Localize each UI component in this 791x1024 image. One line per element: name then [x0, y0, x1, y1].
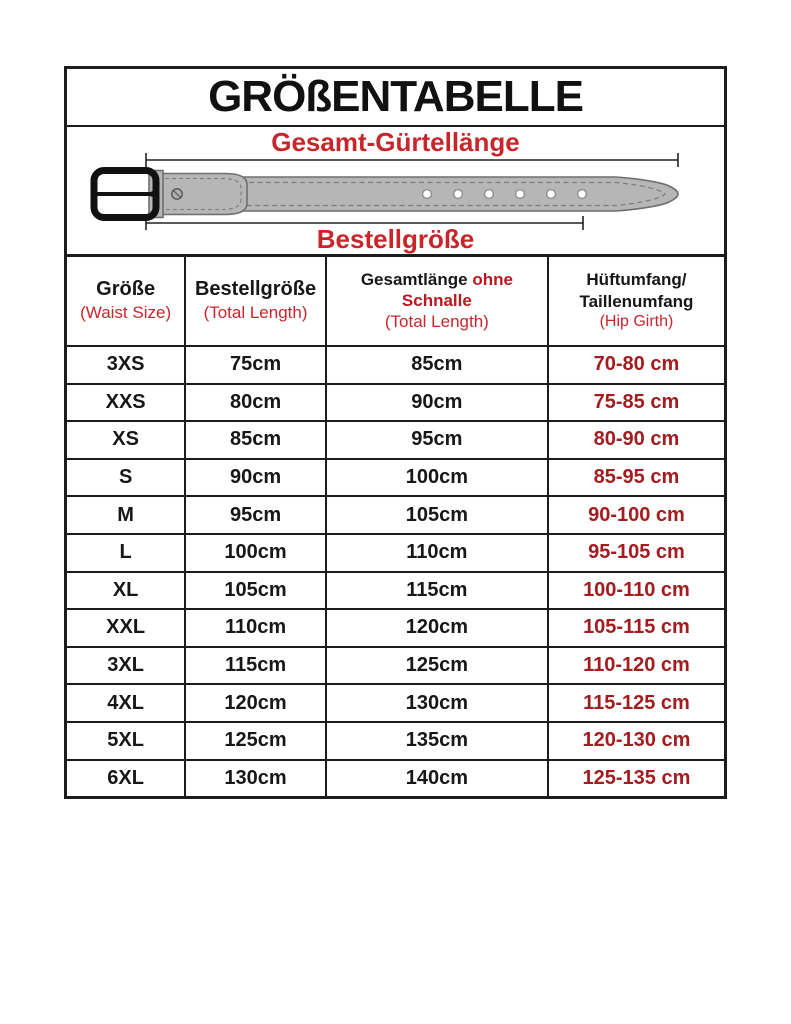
total-length-cell: 100cm [326, 459, 548, 497]
order-size-cell: 115cm [185, 647, 326, 685]
table-row [67, 572, 724, 610]
header-total-length [326, 257, 548, 346]
total-length-cell: 135cm [326, 722, 548, 760]
hip-girth-cell: 125-135 cm [548, 760, 724, 797]
total-length-cell: 140cm [326, 760, 548, 797]
hip-girth-cell: 90-100 cm [548, 496, 724, 534]
header-hip-girth-line1: Hüftumfang/ [586, 270, 687, 290]
header-size-main: Größe [96, 278, 156, 301]
total-length-cell: 115cm [326, 572, 548, 610]
header-total-length-main: Gesamtlänge ohne Schnalle [360, 269, 513, 310]
order-size-cell: 105cm [185, 572, 326, 610]
header-ohne-schnalle: ohne Schnalle [401, 269, 513, 310]
header-order-size-sub: (Total Length) [203, 303, 308, 323]
size-table-body [67, 346, 724, 796]
header-total-length-sub: (Total Length) [384, 312, 489, 332]
hip-girth-cell: 100-110 cm [548, 572, 724, 610]
order-size-cell: 85cm [185, 421, 326, 459]
header-hip-girth-sub: (Hip Girth) [599, 312, 674, 330]
hip-girth-cell: 75-85 cm [548, 384, 724, 422]
size-cell: S [67, 459, 185, 497]
order-size-cell: 100cm [185, 534, 326, 572]
table-row [67, 496, 724, 534]
header-size [67, 257, 185, 346]
header-order-size [185, 257, 326, 346]
header-size-sub: (Waist Size) [80, 303, 172, 323]
table-row [67, 647, 724, 685]
size-chart-frame [64, 66, 727, 799]
total-belt-length-label: Gesamt-Gürtellänge [271, 127, 520, 157]
order-size-cell: 75cm [185, 346, 326, 384]
order-size-label: Bestellgröße [316, 224, 475, 254]
order-size-cell: 125cm [185, 722, 326, 760]
size-cell: M [67, 496, 185, 534]
size-table [67, 257, 724, 796]
size-cell: 5XL [67, 722, 185, 760]
total-length-cell: 95cm [326, 421, 548, 459]
size-cell: 6XL [67, 760, 185, 797]
table-row [67, 459, 724, 497]
total-length-cell: 110cm [326, 534, 548, 572]
header-hip-girth [548, 257, 724, 346]
size-cell: XS [67, 421, 185, 459]
hip-girth-cell: 80-90 cm [548, 421, 724, 459]
belt-end-tab [162, 174, 247, 215]
hip-girth-cell: 95-105 cm [548, 534, 724, 572]
size-cell: XXL [67, 609, 185, 647]
size-cell: XXS [67, 384, 185, 422]
order-size-cell: 80cm [185, 384, 326, 422]
table-row [67, 760, 724, 797]
table-row [67, 684, 724, 722]
size-cell: 4XL [67, 684, 185, 722]
hip-girth-cell: 85-95 cm [548, 459, 724, 497]
total-length-cell: 120cm [326, 609, 548, 647]
total-length-cell: 130cm [326, 684, 548, 722]
header-hip-girth-line2: Taillenumfang [579, 291, 694, 311]
hip-girth-cell: 70-80 cm [548, 346, 724, 384]
hip-girth-cell: 110-120 cm [548, 647, 724, 685]
size-cell: XL [67, 572, 185, 610]
order-size-cell: 130cm [185, 760, 326, 797]
table-row [67, 722, 724, 760]
total-length-cell: 90cm [326, 384, 548, 422]
order-size-cell: 90cm [185, 459, 326, 497]
order-size-cell: 110cm [185, 609, 326, 647]
table-header-row [67, 257, 724, 346]
size-cell: 3XL [67, 647, 185, 685]
order-size-cell: 95cm [185, 496, 326, 534]
header-order-size-main: Bestellgröße [194, 278, 317, 301]
hip-girth-cell: 105-115 cm [548, 609, 724, 647]
order-size-cell: 120cm [185, 684, 326, 722]
hip-girth-cell: 115-125 cm [548, 684, 724, 722]
table-row [67, 534, 724, 572]
total-length-cell: 85cm [326, 346, 548, 384]
table-row [67, 384, 724, 422]
table-row [67, 609, 724, 647]
total-length-cell: 105cm [326, 496, 548, 534]
table-row [67, 346, 724, 384]
table-row [67, 421, 724, 459]
belt-diagram [67, 127, 724, 257]
page-title: GRÖßENTABELLE [208, 72, 583, 121]
hip-girth-cell: 120-130 cm [548, 722, 724, 760]
belt-buckle-icon [91, 171, 156, 218]
title-section [67, 69, 724, 127]
total-length-cell: 125cm [326, 647, 548, 685]
size-cell: 3XS [67, 346, 185, 384]
size-cell: L [67, 534, 185, 572]
